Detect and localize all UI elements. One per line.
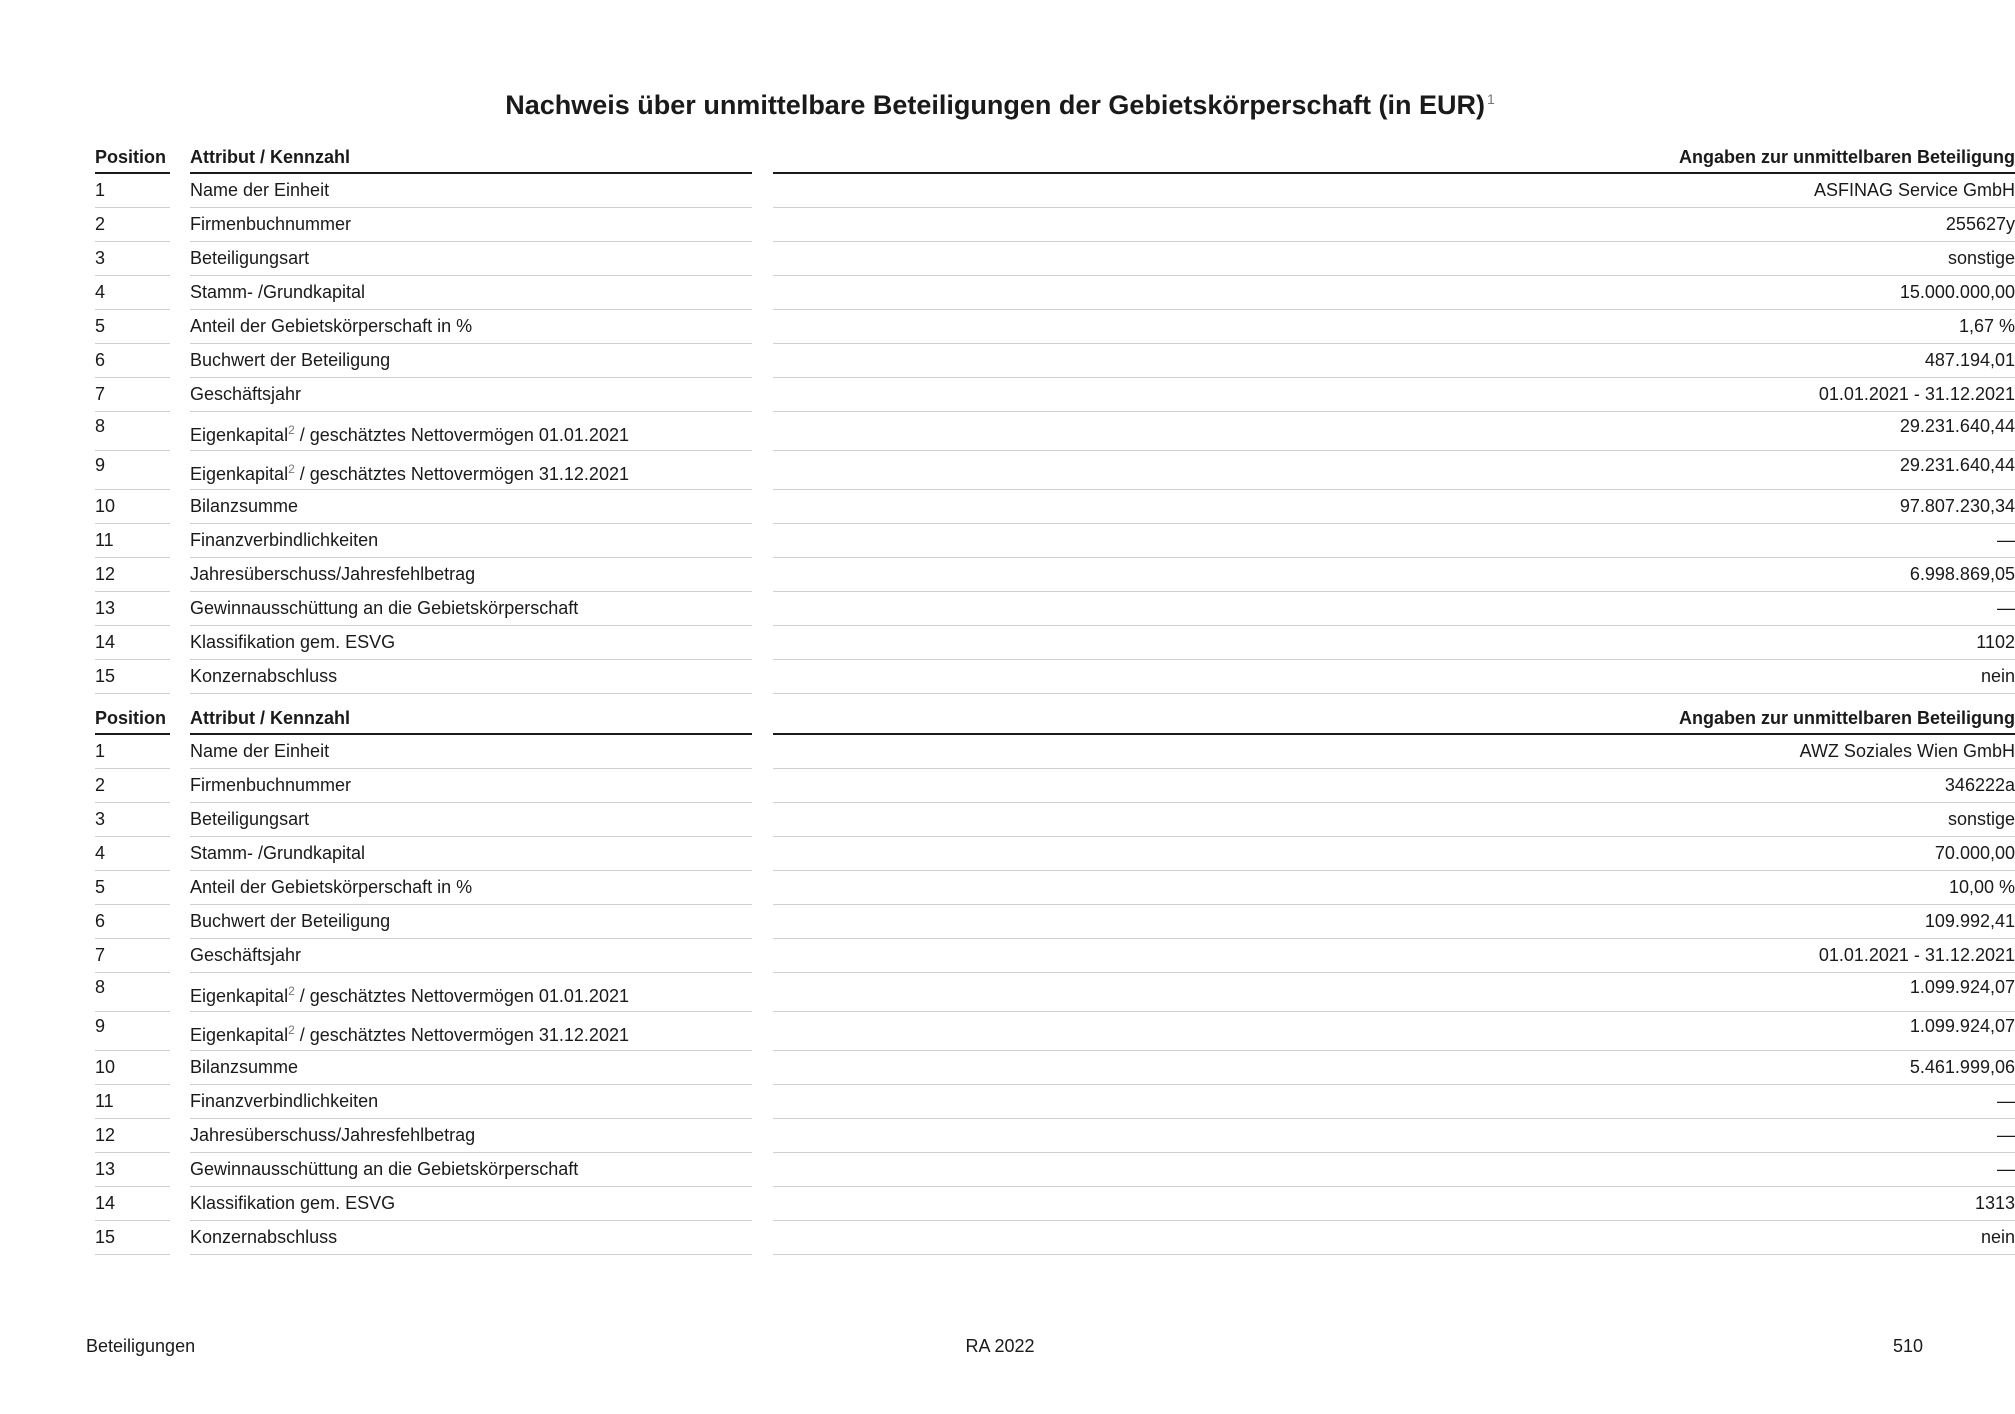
value-cell: [773, 769, 2015, 803]
row-position: 1: [95, 180, 106, 200]
position-cell: [95, 592, 170, 626]
value-cell: [773, 592, 2015, 626]
attribute-cell: [190, 174, 752, 208]
attribute-cell: [190, 660, 752, 694]
row-position: 5: [95, 877, 106, 897]
attribute-rest: / geschätztes Nettovermögen 01.01.2021: [294, 986, 629, 1006]
value-cell: [773, 378, 2015, 412]
attribute-cell: [190, 871, 752, 905]
attribute-main: Eigenkapital: [190, 986, 289, 1006]
position-cell: [95, 412, 170, 451]
table-row: [95, 837, 2015, 871]
table-row: [95, 1012, 2015, 1051]
row-value: 01.01.2021 - 31.12.2021: [1818, 945, 2015, 965]
row-attribute: Anteil der Gebietskörperschaft in %: [190, 316, 473, 336]
value-cell: [773, 735, 2015, 769]
row-attribute: Firmenbuchnummer: [190, 214, 352, 234]
value-cell: [773, 1119, 2015, 1153]
table-row: [95, 208, 2015, 242]
value-cell: [773, 1187, 2015, 1221]
attribute-cell: [190, 905, 752, 939]
row-value: 1,67 %: [1958, 316, 2015, 336]
row-position: 1: [95, 741, 106, 761]
position-cell: [95, 310, 170, 344]
row-value: 1313: [1974, 1193, 2015, 1213]
row-value: nein: [1980, 1227, 2015, 1247]
row-attribute: Firmenbuchnummer: [190, 775, 352, 795]
row-attribute: Beteiligungsart: [190, 248, 310, 268]
value-cell: [773, 490, 2015, 524]
attribute-rest: / geschätztes Nettovermögen 31.12.2021: [294, 464, 629, 484]
value-cell: [773, 939, 2015, 973]
value-cell: [773, 1221, 2015, 1255]
row-attribute: Name der Einheit: [190, 741, 330, 761]
position-cell: [95, 735, 170, 769]
header-value: Angaben zur unmittelbaren Beteiligung: [1678, 708, 2015, 728]
header-attribute: Attribut / Kennzahl: [190, 708, 350, 728]
row-position: 12: [95, 1125, 116, 1145]
row-position: 2: [95, 214, 106, 234]
attribute-cell: [190, 592, 752, 626]
row-value: 70.000,00: [1934, 843, 2015, 863]
position-cell: [95, 1051, 170, 1085]
row-position: 6: [95, 911, 106, 931]
position-cell: [95, 626, 170, 660]
row-position: 11: [95, 1091, 114, 1111]
position-cell: [95, 524, 170, 558]
row-position: 4: [95, 843, 106, 863]
position-cell: [95, 905, 170, 939]
table-row: [95, 344, 2015, 378]
participation-table-2: [95, 705, 2015, 1255]
footer-section-label: Beteiligungen: [86, 1336, 196, 1356]
table-row: [95, 1153, 2015, 1187]
row-position: 13: [95, 598, 116, 618]
row-attribute: [190, 1024, 752, 1046]
row-attribute: Klassifikation gem. ESVG: [190, 632, 396, 652]
row-attribute: Jahresüberschuss/Jahresfehlbetrag: [190, 564, 476, 584]
row-position: 14: [95, 1193, 116, 1213]
attribute-main: Eigenkapital: [190, 1025, 289, 1045]
header-value-cell: [773, 705, 2015, 735]
row-attribute: Stamm- /Grundkapital: [190, 282, 366, 302]
position-cell: [95, 1012, 170, 1051]
table-row: [95, 451, 2015, 490]
row-position: 11: [95, 530, 114, 550]
attribute-cell: [190, 1085, 752, 1119]
table-row: [95, 1119, 2015, 1153]
value-cell: [773, 451, 2015, 490]
table-row: [95, 1051, 2015, 1085]
row-value: —: [1997, 598, 2015, 618]
position-cell: [95, 660, 170, 694]
attribute-footnote-mark: 2: [288, 984, 295, 998]
attribute-cell: [190, 451, 752, 490]
row-position: 7: [95, 384, 106, 404]
row-value: 487.194,01: [1924, 350, 2015, 370]
table-header-row: [95, 144, 2015, 174]
attribute-cell: [190, 208, 752, 242]
row-position: 7: [95, 945, 106, 965]
row-position: 6: [95, 350, 106, 370]
value-cell: [773, 803, 2015, 837]
row-attribute: Gewinnausschüttung an die Gebietskörperschaft: [190, 598, 579, 618]
row-value: —: [1997, 1091, 2015, 1111]
footer-report-label: RA 2022: [965, 1336, 1035, 1356]
row-position: 4: [95, 282, 106, 302]
attribute-cell: [190, 1153, 752, 1187]
position-cell: [95, 242, 170, 276]
position-cell: [95, 1221, 170, 1255]
attribute-cell: [190, 524, 752, 558]
attribute-cell: [190, 412, 752, 451]
attribute-cell: [190, 973, 752, 1012]
table-row: [95, 412, 2015, 451]
header-value-cell: [773, 144, 2015, 174]
attribute-cell: [190, 769, 752, 803]
row-value: 29.231.640,44: [1899, 416, 2015, 436]
attribute-cell: [190, 803, 752, 837]
table-row: [95, 276, 2015, 310]
table-row: [95, 174, 2015, 208]
row-value: 5.461.999,06: [1909, 1057, 2015, 1077]
row-value: 1.099.924,07: [1909, 977, 2015, 997]
row-value: 6.998.869,05: [1909, 564, 2015, 584]
value-cell: [773, 1012, 2015, 1051]
row-value: 346222a: [1944, 775, 2015, 795]
row-position: 10: [95, 1057, 116, 1077]
attribute-main: Eigenkapital: [190, 464, 289, 484]
row-attribute: Bilanzsumme: [190, 496, 299, 516]
row-value: 1.099.924,07: [1909, 1016, 2015, 1036]
position-cell: [95, 803, 170, 837]
table-header-row: [95, 705, 2015, 735]
attribute-footnote-mark: 2: [288, 462, 295, 476]
table-row: [95, 660, 2015, 694]
position-cell: [95, 939, 170, 973]
row-position: 3: [95, 248, 106, 268]
row-position: 15: [95, 1227, 116, 1247]
title-footnote-mark: 1: [1486, 91, 1495, 107]
attribute-cell: [190, 1187, 752, 1221]
row-attribute: Buchwert der Beteiligung: [190, 911, 391, 931]
row-attribute: Bilanzsumme: [190, 1057, 299, 1077]
attribute-footnote-mark: 2: [288, 423, 295, 437]
position-cell: [95, 378, 170, 412]
table-row: [95, 242, 2015, 276]
value-cell: [773, 174, 2015, 208]
value-cell: [773, 1153, 2015, 1187]
value-cell: [773, 837, 2015, 871]
position-cell: [95, 1119, 170, 1153]
row-attribute: Finanzverbindlichkeiten: [190, 530, 379, 550]
row-value: 1102: [1976, 632, 2015, 652]
row-attribute: Name der Einheit: [190, 180, 330, 200]
position-cell: [95, 490, 170, 524]
value-cell: [773, 905, 2015, 939]
attribute-cell: [190, 242, 752, 276]
row-value: —: [1997, 530, 2015, 550]
row-position: 3: [95, 809, 106, 829]
attribute-cell: [190, 276, 752, 310]
attribute-cell: [190, 558, 752, 592]
table-row: [95, 1085, 2015, 1119]
table-row: [95, 735, 2015, 769]
page-title-text: Nachweis über unmittelbare Beteiligungen der Gebietskörperschaft (in EUR): [505, 90, 1485, 120]
row-position: 5: [95, 316, 106, 336]
row-position: 8: [95, 416, 106, 436]
row-value: sonstige: [1947, 248, 2015, 268]
row-attribute: [190, 985, 752, 1007]
attribute-cell: [190, 1012, 752, 1051]
row-position: 2: [95, 775, 106, 795]
table-row: [95, 310, 2015, 344]
row-attribute: Jahresüberschuss/Jahresfehlbetrag: [190, 1125, 476, 1145]
attribute-cell: [190, 837, 752, 871]
row-value: ASFINAG Service GmbH: [1813, 180, 2015, 200]
position-cell: [95, 1153, 170, 1187]
value-cell: [773, 660, 2015, 694]
header-attribute-cell: [190, 144, 752, 174]
position-cell: [95, 871, 170, 905]
table-row: [95, 558, 2015, 592]
attribute-cell: [190, 344, 752, 378]
header-attribute: Attribut / Kennzahl: [190, 147, 350, 167]
value-cell: [773, 524, 2015, 558]
attribute-main: Eigenkapital: [190, 425, 289, 445]
attribute-cell: [190, 1051, 752, 1085]
position-cell: [95, 558, 170, 592]
attribute-cell: [190, 939, 752, 973]
table-row: [95, 973, 2015, 1012]
header-position: Position: [95, 708, 166, 728]
row-position: 13: [95, 1159, 116, 1179]
position-cell: [95, 973, 170, 1012]
table-row: [95, 803, 2015, 837]
position-cell: [95, 1085, 170, 1119]
row-position: 9: [95, 455, 106, 475]
position-cell: [95, 276, 170, 310]
value-cell: [773, 208, 2015, 242]
row-position: 10: [95, 496, 116, 516]
row-value: 01.01.2021 - 31.12.2021: [1818, 384, 2015, 404]
attribute-cell: [190, 1221, 752, 1255]
row-position: 12: [95, 564, 116, 584]
attribute-rest: / geschätztes Nettovermögen 01.01.2021: [294, 425, 629, 445]
row-attribute: Konzernabschluss: [190, 1227, 338, 1247]
table-row: [95, 939, 2015, 973]
table-row: [95, 769, 2015, 803]
row-attribute: Stamm- /Grundkapital: [190, 843, 366, 863]
attribute-cell: [190, 490, 752, 524]
row-attribute: [190, 463, 752, 485]
attribute-cell: [190, 735, 752, 769]
value-cell: [773, 558, 2015, 592]
row-value: 255627y: [1945, 214, 2015, 234]
row-value: 109.992,41: [1924, 911, 2015, 931]
value-cell: [773, 626, 2015, 660]
value-cell: [773, 310, 2015, 344]
table-row: [95, 592, 2015, 626]
row-position: 14: [95, 632, 116, 652]
row-value: —: [1997, 1159, 2015, 1179]
table-row: [95, 1187, 2015, 1221]
table-row: [95, 626, 2015, 660]
position-cell: [95, 837, 170, 871]
row-attribute: Klassifikation gem. ESVG: [190, 1193, 396, 1213]
table-row: [95, 490, 2015, 524]
value-cell: [773, 1051, 2015, 1085]
row-attribute: Konzernabschluss: [190, 666, 338, 686]
position-cell: [95, 769, 170, 803]
row-attribute: Gewinnausschüttung an die Gebietskörperschaft: [190, 1159, 579, 1179]
row-attribute: Anteil der Gebietskörperschaft in %: [190, 877, 473, 897]
table-row: [95, 871, 2015, 905]
header-attribute-cell: [190, 705, 752, 735]
value-cell: [773, 344, 2015, 378]
position-cell: [95, 1187, 170, 1221]
value-cell: [773, 973, 2015, 1012]
row-attribute: Geschäftsjahr: [190, 945, 302, 965]
value-cell: [773, 242, 2015, 276]
attribute-cell: [190, 378, 752, 412]
row-value: AWZ Soziales Wien GmbH: [1799, 741, 2015, 761]
row-position: 8: [95, 977, 106, 997]
row-position: 15: [95, 666, 116, 686]
value-cell: [773, 871, 2015, 905]
row-attribute: Buchwert der Beteiligung: [190, 350, 391, 370]
position-cell: [95, 344, 170, 378]
attribute-rest: / geschätztes Nettovermögen 31.12.2021: [294, 1025, 629, 1045]
attribute-cell: [190, 1119, 752, 1153]
page-title: [0, 90, 2000, 121]
header-position-cell: [95, 144, 170, 174]
value-cell: [773, 1085, 2015, 1119]
row-value: 97.807.230,34: [1899, 496, 2015, 516]
position-cell: [95, 451, 170, 490]
attribute-cell: [190, 310, 752, 344]
footer-page-number: 510: [1892, 1336, 1923, 1356]
row-attribute: Beteiligungsart: [190, 809, 310, 829]
position-cell: [95, 208, 170, 242]
row-attribute: Finanzverbindlichkeiten: [190, 1091, 379, 1111]
header-position: Position: [95, 147, 166, 167]
table-row: [95, 378, 2015, 412]
attribute-cell: [190, 626, 752, 660]
attribute-footnote-mark: 2: [288, 1023, 295, 1037]
row-position: 9: [95, 1016, 106, 1036]
header-position-cell: [95, 705, 170, 735]
table-row: [95, 524, 2015, 558]
row-attribute: Geschäftsjahr: [190, 384, 302, 404]
row-value: nein: [1980, 666, 2015, 686]
row-value: 10,00 %: [1948, 877, 2015, 897]
row-value: sonstige: [1947, 809, 2015, 829]
table-row: [95, 1221, 2015, 1255]
header-value: Angaben zur unmittelbaren Beteiligung: [1678, 147, 2015, 167]
position-cell: [95, 174, 170, 208]
participation-table-1: [95, 144, 2015, 694]
row-value: 29.231.640,44: [1899, 455, 2015, 475]
value-cell: [773, 412, 2015, 451]
value-cell: [773, 276, 2015, 310]
row-attribute: [190, 424, 752, 446]
row-value: 15.000.000,00: [1899, 282, 2015, 302]
row-value: —: [1997, 1125, 2015, 1145]
table-row: [95, 905, 2015, 939]
